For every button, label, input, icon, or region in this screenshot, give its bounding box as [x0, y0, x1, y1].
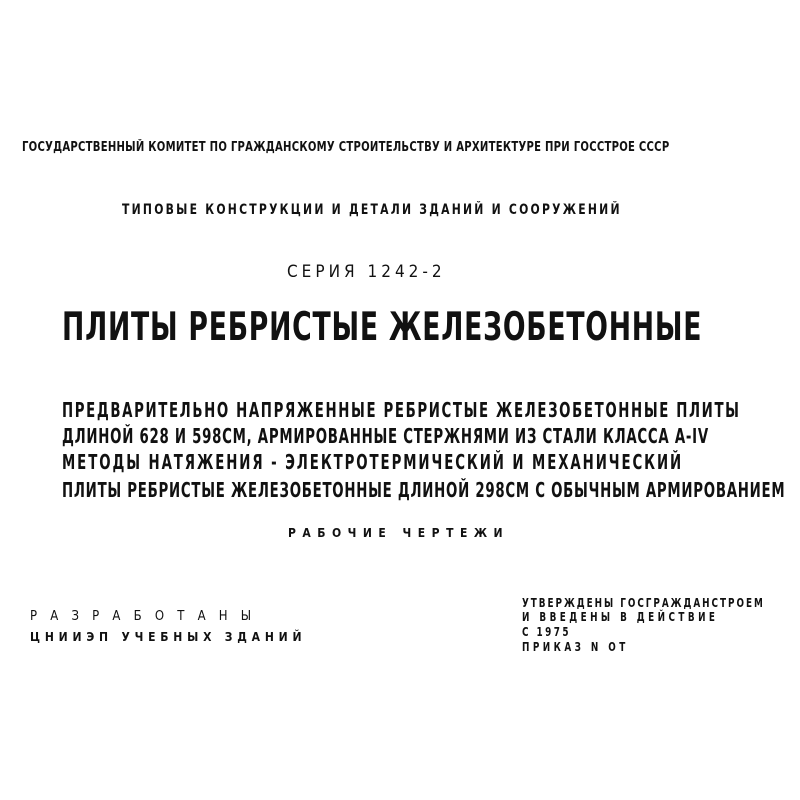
- approval-line-1: УТВЕРЖДЕНЫ ГОСГРАЖДАНСТРОЕМ: [522, 596, 765, 610]
- committee-header: ГОСУДАРСТВЕННЫЙ КОМИТЕТ ПО ГРАЖДАНСКОМУ СТРОИТЕЛЬСТВУ И АРХИТЕКТУРЕ ПРИ ГОССТРОЕ СССР: [22, 140, 670, 155]
- working-drawings-subtitle: РАБОЧИЕ ЧЕРТЕЖИ: [288, 526, 510, 540]
- approval-order-line: ПРИКАЗ N ОТ: [522, 640, 629, 654]
- document-title: ПЛИТЫ РЕБРИСТЫЕ ЖЕЛЕЗОБЕТОННЫЕ: [62, 305, 703, 350]
- approval-date-line: С 1975: [522, 625, 571, 639]
- series-number: СЕРИЯ 1242-2: [287, 262, 446, 282]
- description-line-3: МЕТОДЫ НАТЯЖЕНИЯ - ЭЛЕКТРОТЕРМИЧЕСКИЙ И МЕХАНИЧЕСКИЙ: [62, 450, 684, 474]
- description-line-4: ПЛИТЫ РЕБРИСТЫЕ ЖЕЛЕЗОБЕТОННЫЕ ДЛИНОЙ 298СМ С ОБЫЧНЫМ АРМИРОВАНИЕМ: [62, 478, 786, 502]
- developer-organization: ЦНИИЭП УЧЕБНЫХ ЗДАНИЙ: [30, 630, 307, 644]
- description-line-2: ДЛИНОЙ 628 И 598СМ, АРМИРОВАННЫЕ СТЕРЖНЯМИ ИЗ СТАЛИ КЛАССА А-IV: [62, 424, 709, 448]
- approval-line-2: И ВВЕДЕНЫ В ДЕЙСТВИЕ: [522, 610, 719, 624]
- developed-by-label: РАЗРАБОТАНЫ: [30, 609, 265, 624]
- typical-constructions-line: ТИПОВЫЕ КОНСТРУКЦИИ И ДЕТАЛИ ЗДАНИЙ И СООРУЖЕНИЙ: [122, 202, 622, 218]
- description-line-1: ПРЕДВАРИТЕЛЬНО НАПРЯЖЕННЫЕ РЕБРИСТЫЕ ЖЕЛЕЗОБЕТОННЫЕ ПЛИТЫ: [62, 398, 741, 422]
